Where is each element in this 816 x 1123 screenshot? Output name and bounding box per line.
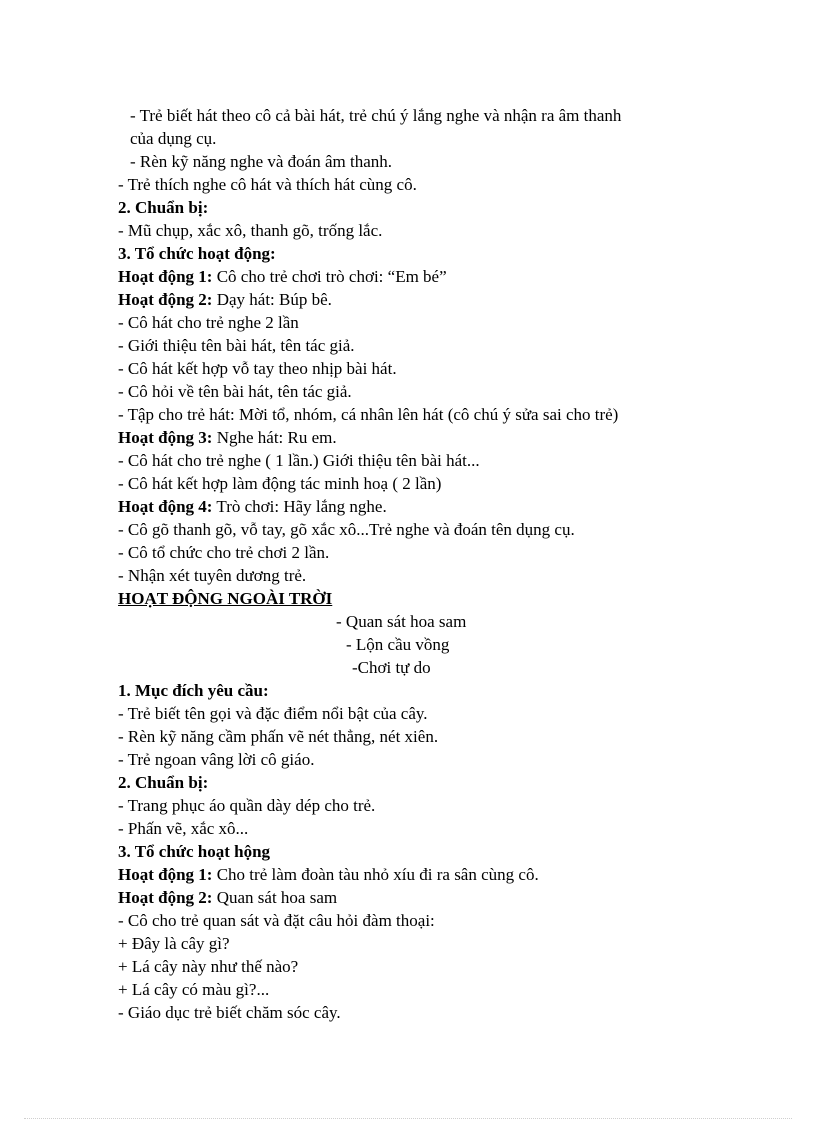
outdoor-topic-2: - Lộn cầu vồng — [346, 635, 450, 654]
activity-2-item: - Cô hát cho trẻ nghe 2 lần — [118, 313, 299, 332]
activity-1-text: Cô cho trẻ chơi trò chơi: “Em bé” — [212, 267, 447, 286]
activity-3 — [118, 426, 718, 449]
outdoor-goal-heading: 1. Mục đích yêu cầu: — [118, 681, 269, 700]
goal-line-2: - Rèn kỹ năng nghe và đoán âm thanh. — [130, 152, 393, 171]
prep-heading: 2. Chuẩn bị: — [118, 198, 209, 217]
outdoor-goal-item: - Trẻ biết tên gọi và đặc điểm nổi bật của cây. — [118, 704, 428, 723]
outdoor-activity-1-label: Hoạt động 1: — [118, 865, 213, 884]
activity-4-text: Trò chơi: Hãy lắng nghe. — [212, 497, 387, 516]
outdoor-goal-item: - Rèn kỹ năng cầm phấn vẽ nét thẳng, nét xiên. — [118, 727, 439, 746]
outdoor-activity-2-text: Quan sát hoa sam — [212, 888, 338, 907]
outdoor-activity-heading: HOẠT ĐỘNG NGOÀI TRỜI — [118, 589, 333, 608]
page-bottom-divider — [24, 1118, 792, 1119]
activity-3-item: - Cô hát kết hợp làm động tác minh hoạ ( 2 lần) — [118, 474, 442, 493]
outdoor-activity-2-label: Hoạt động 2: — [118, 888, 213, 907]
activity-4-item: - Cô gõ thanh gõ, vỗ tay, gõ xắc xô...Trẻ nghe và đoán tên dụng cụ. — [118, 520, 575, 539]
outdoor-activity-2-item: + Đây là cây gì? — [118, 934, 230, 953]
outdoor-prep-item: - Trang phục áo quần dày dép cho trẻ. — [118, 796, 376, 815]
outdoor-activity-2-item: + Lá cây này như thế nào? — [118, 957, 299, 976]
activity-2-item: - Cô hát kết hợp vỗ tay theo nhịp bài hát. — [118, 359, 397, 378]
activity-2-item: - Giới thiệu tên bài hát, tên tác giả. — [118, 336, 355, 355]
outdoor-activity-1-text: Cho trẻ làm đoàn tàu nhỏ xíu đi ra sân cùng cô. — [212, 865, 539, 884]
outdoor-prep-heading: 2. Chuẩn bị: — [118, 773, 209, 792]
activity-4-item: - Nhận xét tuyên dương trẻ. — [118, 566, 307, 585]
activity-2-text: Dạy hát: Búp bê. — [212, 290, 332, 309]
outdoor-activity-1 — [118, 863, 718, 886]
outdoor-prep-item: - Phấn vẽ, xắc xô... — [118, 819, 249, 838]
activity-2-item: - Tập cho trẻ hát: Mời tổ, nhóm, cá nhân lên hát (cô chú ý sửa sai cho trẻ) — [118, 405, 619, 424]
activity-1-label: Hoạt động 1: — [118, 267, 213, 286]
activity-2-item: - Cô hỏi về tên bài hát, tên tác giả. — [118, 382, 352, 401]
activity-3-text: Nghe hát: Ru em. — [212, 428, 337, 447]
activity-4-item: - Cô tổ chức cho trẻ chơi 2 lần. — [118, 543, 330, 562]
outdoor-activity-2 — [118, 886, 718, 909]
activity-3-item: - Cô hát cho trẻ nghe ( 1 lần.) Giới thiệu tên bài hát... — [118, 451, 480, 470]
goal-line-1-continued: của dụng cụ. — [130, 129, 217, 148]
outdoor-organization-heading: 3. Tổ chức hoạt hộng — [118, 842, 271, 861]
activity-1 — [118, 265, 718, 288]
goal-line-3: - Trẻ thích nghe cô hát và thích hát cùng cô. — [118, 175, 417, 194]
activity-2-label: Hoạt động 2: — [118, 290, 213, 309]
outdoor-activity-2-item: + Lá cây có màu gì?... — [118, 980, 270, 999]
prep-line: - Mũ chụp, xắc xô, thanh gõ, trống lắc. — [118, 221, 383, 240]
outdoor-activity-2-item: - Cô cho trẻ quan sát và đặt câu hỏi đàm thoại: — [118, 911, 435, 930]
goal-line-1: - Trẻ biết hát theo cô cả bài hát, trẻ chú ý lắng nghe và nhận ra âm thanh — [130, 106, 622, 125]
outdoor-activity-2-item: - Giáo dục trẻ biết chăm sóc cây. — [118, 1003, 341, 1022]
activity-3-label: Hoạt động 3: — [118, 428, 213, 447]
outdoor-topic-3: -Chơi tự do — [352, 658, 431, 677]
activity-4 — [118, 495, 718, 518]
activity-4-label: Hoạt động 4: — [118, 497, 213, 516]
outdoor-goal-item: - Trẻ ngoan vâng lời cô giáo. — [118, 750, 315, 769]
document-body — [118, 104, 718, 1024]
outdoor-topic-1: - Quan sát hoa sam — [336, 612, 467, 631]
activity-2 — [118, 288, 718, 311]
organization-heading: 3. Tổ chức hoạt động: — [118, 244, 276, 263]
